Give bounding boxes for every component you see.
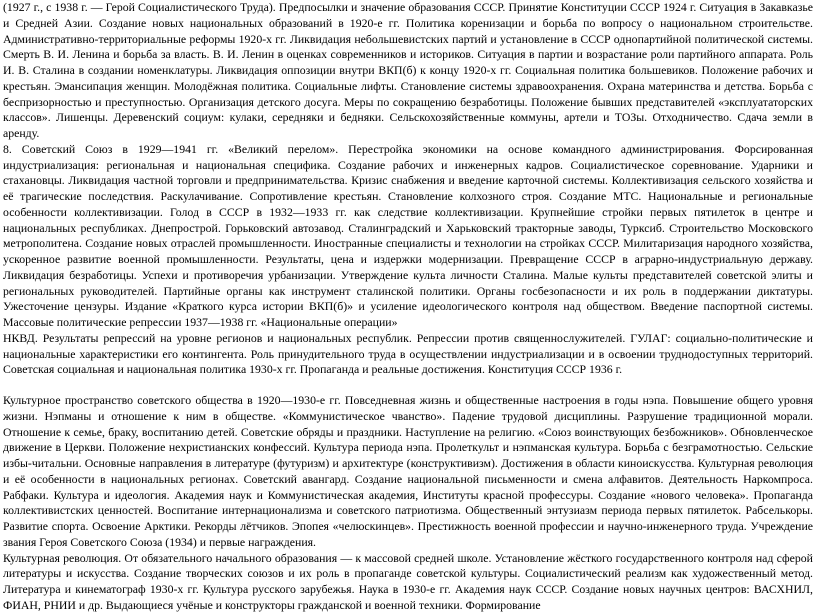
paragraph-cultural-revolution: Культурная революция. От обязательного начального образования — к массовой средней школе. Установление жёсткого государственного контроля над сферой литературы и искусства. Создание творческих союзов и их роль в пропаганде советской культуры. Социалистический реализм как художественный метод. Литература и кинематограф 1930-х гг. Культура русского зарубежья. Наука в 1930-е гг. Академия наук СССР. Создание новых научных центров: ВАСХНИЛ, ФИАН, РНИИ и др. Выдающиеся учёные и конструкторы гражданской и военной техники. Формирование <box>3 550 813 612</box>
paragraph-section-8: 8. Советский Союз в 1929—1941 гг. «Великий перелом». Перестройка экономики на основе командного администрирования. Форсированная индустриализация: региональная и национальная специфика. Создание рабочих и инженерных кадров. Социалистическое соревнование. Ударники и стахановцы. Ликвидация частной торговли и предпринимательства. Кризис снабжения и введение карточной системы. Коллективизация сельского хозяйства и её трагические последствия. Раскулачивание. Сопротивление крестьян. Становление колхозного строя. Создание МТС. Национальные и региональные особенности коллективизации. Голод в СССР в 1932—1933 гг. как следствие коллективизации. Крупнейшие стройки первых пятилеток в центре и национальных республиках. Днепрострой. Горьковский автозавод. Сталинградский и Харьковский тракторные заводы, Турксиб. Строительство Московского метрополитена. Создание новых отраслей промышленности. Иностранные специалисты и технологии на стройках СССР. Милитаризация народного хозяйства, ускоренное развитие военной промышленности. Результаты, цена и издержки модернизации. Превращение СССР в аграрно-индустриальную державу. Ликвидация безработицы. Успехи и противоречия урбанизации. Утверждение культа личности Сталина. Малые культы представителей советской элиты и региональных руководителей. Партийные органы как инструмент сталинской политики. Органы госбезопасности и их роль в поддержании диктатуры. Ужесточение цензуры. Издание «Краткого курса истории ВКП(б)» и усиление идеологического контроля над обществом. Введение паспортной системы. Массовые политические репрессии 1937—1938 гг. «Национальные операции» <box>3 141 813 329</box>
paragraph-nkvd-repressions: НКВД. Результаты репрессий на уровне регионов и национальных республик. Репрессии против священнослужителей. ГУЛАГ: социально-политические и национальные характеристики его контингента. Роль принудительного труда в осуществлении индустриализации и в освоении труднодоступных территорий. Советская социальная и национальная политика 1930-х гг. Пропаганда и реальные достижения. Конституция СССР 1936 г. <box>3 330 813 377</box>
paragraph-cultural-space: Культурное пространство советского общества в 1920—1930-е гг. Повседневная жизнь и общественные настроения в годы нэпа. Повышение общего уровня жизни. Нэпманы и отношение к ним в обществе. «Коммунистическое чванство». Падение трудовой дисциплины. Разрушение традиционной морали. Отношение к семье, браку, воспитанию детей. Советские обряды и праздники. Наступление на религию. «Союз воинствующих безбожников». Обновленческое движение в Церкви. Положение нехристианских конфессий. Культура периода нэпа. Пролеткульт и нэпманская культура. Борьба с безграмотностью. Сельские избы-читальни. Основные направления в литературе (футуризм) и архитектуре (конструктивизм). Достижения в области киноискусства. Культурная революция и её особенности в национальных регионах. Советский авангард. Создание национальной письменности и смена алфавитов. Деятельность Наркомпроса. Рабфаки. Культура и идеология. Академия наук и Коммунистическая академия, Институты красной профессуры. Создание «нового человека». Пропаганда коллективистских ценностей. Воспитание интернационализма и советского патриотизма. Общественный энтузиазм периода первых пятилеток. Рабселькоры. Развитие спорта. Освоение Арктики. Рекорды лётчиков. Эпопея «челюскинцев». Престижность военной профессии и научно-инженерного труда. Учреждение звания Героя Советского Союза (1934) и первые награждения. <box>3 393 813 549</box>
paragraph-ussr-formation: (1927 г., с 1938 г. — Герой Социалистического Труда). Предпосылки и значение образования СССР. Принятие Конституции СССР 1924 г. Ситуация в Закавказье и Средней Азии. Создание новых национальных образований в 1920-е гг. Политика коренизации и борьба по вопросу о национальном строительстве. Административно-территориальные реформы 1920-х гг. Ликвидация небольшевистских партий и установление в СССР однопартийной политической системы. Смерть В. И. Ленина и борьба за власть. В. И. Ленин в оценках современников и историков. Ситуация в партии и возрастание роли партийного аппарата. Роль И. В. Сталина в создании номенклатуры. Ликвидация оппозиции внутри ВКП(б) к концу 1920-х гг. Социальная политика большевиков. Положение рабочих и крестьян. Эмансипация женщин. Молодёжная политика. Социальные лифты. Становление системы здравоохранения. Охрана материнства и детства. Борьба с беспризорностью и преступностью. Организация детского досуга. Меры по сокращению безработицы. Положение бывших представителей «эксплуататорских классов». Лишенцы. Деревенский социум: кулаки, середняки и бедняки. Сельскохозяйственные коммуны, артели и ТОЗы. Отходничество. Сдача земли в аренду. <box>3 0 813 140</box>
